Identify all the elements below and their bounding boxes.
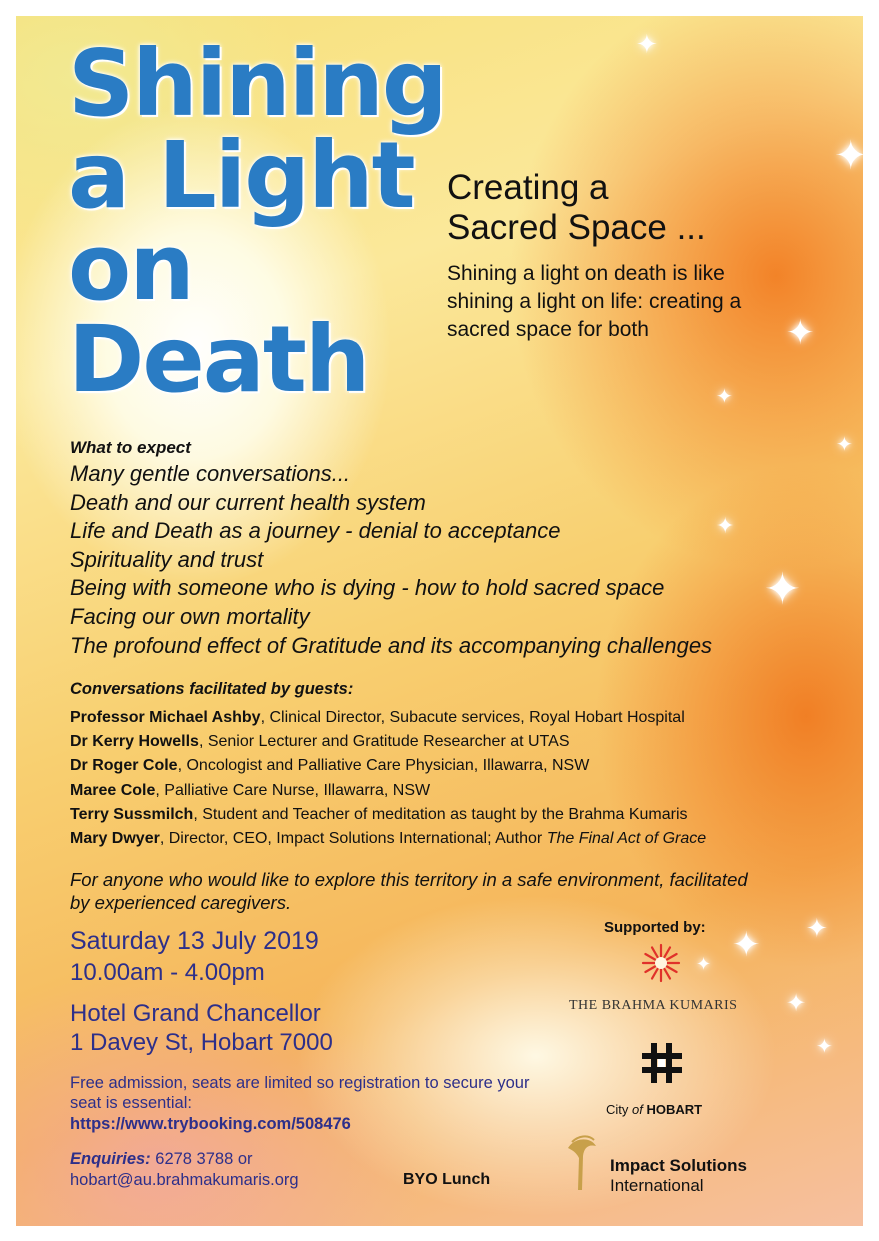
impact-solutions-logo-icon xyxy=(564,1134,600,1194)
event-date: Saturday 13 July 2019 xyxy=(70,927,319,955)
list-item: Death and our current health system xyxy=(70,489,426,515)
list-item: Many gentle conversations... xyxy=(70,461,351,486)
title-line: a Light xyxy=(68,122,414,229)
sparkle-icon: ✦ xyxy=(786,989,807,1017)
sparkle-icon: ✦ xyxy=(716,514,735,539)
booking-link[interactable]: https://www.trybooking.com/508476 xyxy=(70,1115,351,1133)
enquiries-label: Enquiries: xyxy=(70,1150,151,1168)
guest-role: , Palliative Care Nurse, Illawarra, NSW xyxy=(155,781,431,799)
subtitle-line: Creating a xyxy=(447,168,609,207)
sparkle-icon: ✦ xyxy=(786,313,815,353)
enquiries-email[interactable]: hobart@au.brahmakumaris.org xyxy=(70,1171,299,1189)
list-item: Spirituality and trust xyxy=(70,546,264,572)
brahma-kumaris-logo-icon xyxy=(641,943,681,983)
sparkle-icon: ✦ xyxy=(764,564,801,615)
sparkle-icon: ✦ xyxy=(816,1034,833,1058)
city-of-hobart-name xyxy=(606,1102,702,1117)
guest-list xyxy=(70,706,706,851)
guest-role: , Director, CEO, Impact Solutions International; Author xyxy=(159,830,547,848)
list-item: Life and Death as a journey - denial to acceptance xyxy=(70,518,561,544)
brahma-kumaris-name: THE BRAHMA KUMARIS xyxy=(569,998,738,1013)
city-prefix: City xyxy=(606,1102,629,1117)
poster xyxy=(16,16,868,1226)
title-line: on xyxy=(68,214,193,321)
poster-title xyxy=(68,30,468,413)
expect-list xyxy=(70,460,712,660)
guest-role: , Clinical Director, Subacute services, Royal Hobart Hospital xyxy=(260,709,685,726)
guest-role: , Senior Lecturer and Gratitude Researcher at UTAS xyxy=(198,733,570,751)
guest-role: , Student and Teacher of meditation as taught by the Brahma Kumaris xyxy=(193,805,688,823)
guest-name: Professor Michael Ashby xyxy=(70,709,261,726)
list-item: Being with someone who is dying - how to hold sacred space xyxy=(70,575,665,601)
enquiries-phone: 6278 3788 or xyxy=(150,1150,253,1168)
guest-name: Terry Sussmilch xyxy=(70,805,194,823)
guest-role: , Oncologist and Palliative Care Physician, Illawarra, NSW xyxy=(177,757,590,775)
subtitle xyxy=(447,168,706,248)
list-item: Facing our own mortality xyxy=(70,603,310,629)
guests-heading: Conversations facilitated by guests: xyxy=(70,680,354,698)
guest-name: Maree Cole xyxy=(70,781,156,799)
sparkle-icon: ✦ xyxy=(836,432,853,456)
sparkle-icon: ✦ xyxy=(716,384,733,408)
sparkle-icon: ✦ xyxy=(806,914,828,944)
city-of: of xyxy=(632,1102,643,1117)
enquiries xyxy=(70,1149,299,1191)
title-line: Shining xyxy=(68,30,446,137)
expect-heading: What to expect xyxy=(70,438,191,457)
impact-line1: Impact Solutions xyxy=(610,1156,747,1175)
guest-item xyxy=(70,754,706,778)
sparkle-icon: ✦ xyxy=(732,925,761,965)
guest-item xyxy=(70,803,706,827)
impact-line2: International xyxy=(610,1176,704,1195)
list-item: The profound effect of Gratitude and its accompanying challenges xyxy=(70,632,713,658)
sparkle-icon: ✦ xyxy=(834,133,868,179)
city-of-hobart-logo-icon xyxy=(640,1041,684,1085)
city-name: HOBART xyxy=(646,1102,703,1117)
intro-text: Shining a light on death is like shining a light on life: creating a sacred space for both xyxy=(447,262,742,341)
guest-name: Dr Roger Cole xyxy=(70,757,178,775)
guest-item xyxy=(70,779,706,803)
event-time: 10.00am - 4.00pm xyxy=(70,959,265,986)
audience-text: For anyone who would like to explore this territory in a safe environment, facilitated by experienced caregivers. xyxy=(70,869,748,913)
event-venue xyxy=(70,999,333,1057)
book-title: The Final Act of Grace xyxy=(546,830,707,848)
sparkle-icon: ✦ xyxy=(696,954,712,975)
guest-name: Mary Dwyer xyxy=(70,830,160,848)
venue-name: Hotel Grand Chancellor xyxy=(70,1000,321,1027)
sparkle-icon: ✦ xyxy=(636,30,658,60)
guest-item xyxy=(70,730,706,754)
byo-lunch: BYO Lunch xyxy=(403,1171,491,1188)
guest-item xyxy=(70,827,706,851)
impact-solutions-name xyxy=(610,1156,747,1196)
title-line: Death xyxy=(68,306,369,413)
subtitle-line: Sacred Space ... xyxy=(447,208,706,247)
supported-by-heading: Supported by: xyxy=(604,919,706,936)
guest-item xyxy=(70,706,706,730)
admission-text: Free admission, seats are limited so registration to secure your seat is essential: xyxy=(70,1074,530,1112)
venue-address: 1 Davey St, Hobart 7000 xyxy=(70,1029,333,1056)
guest-name: Dr Kerry Howells xyxy=(70,733,199,751)
